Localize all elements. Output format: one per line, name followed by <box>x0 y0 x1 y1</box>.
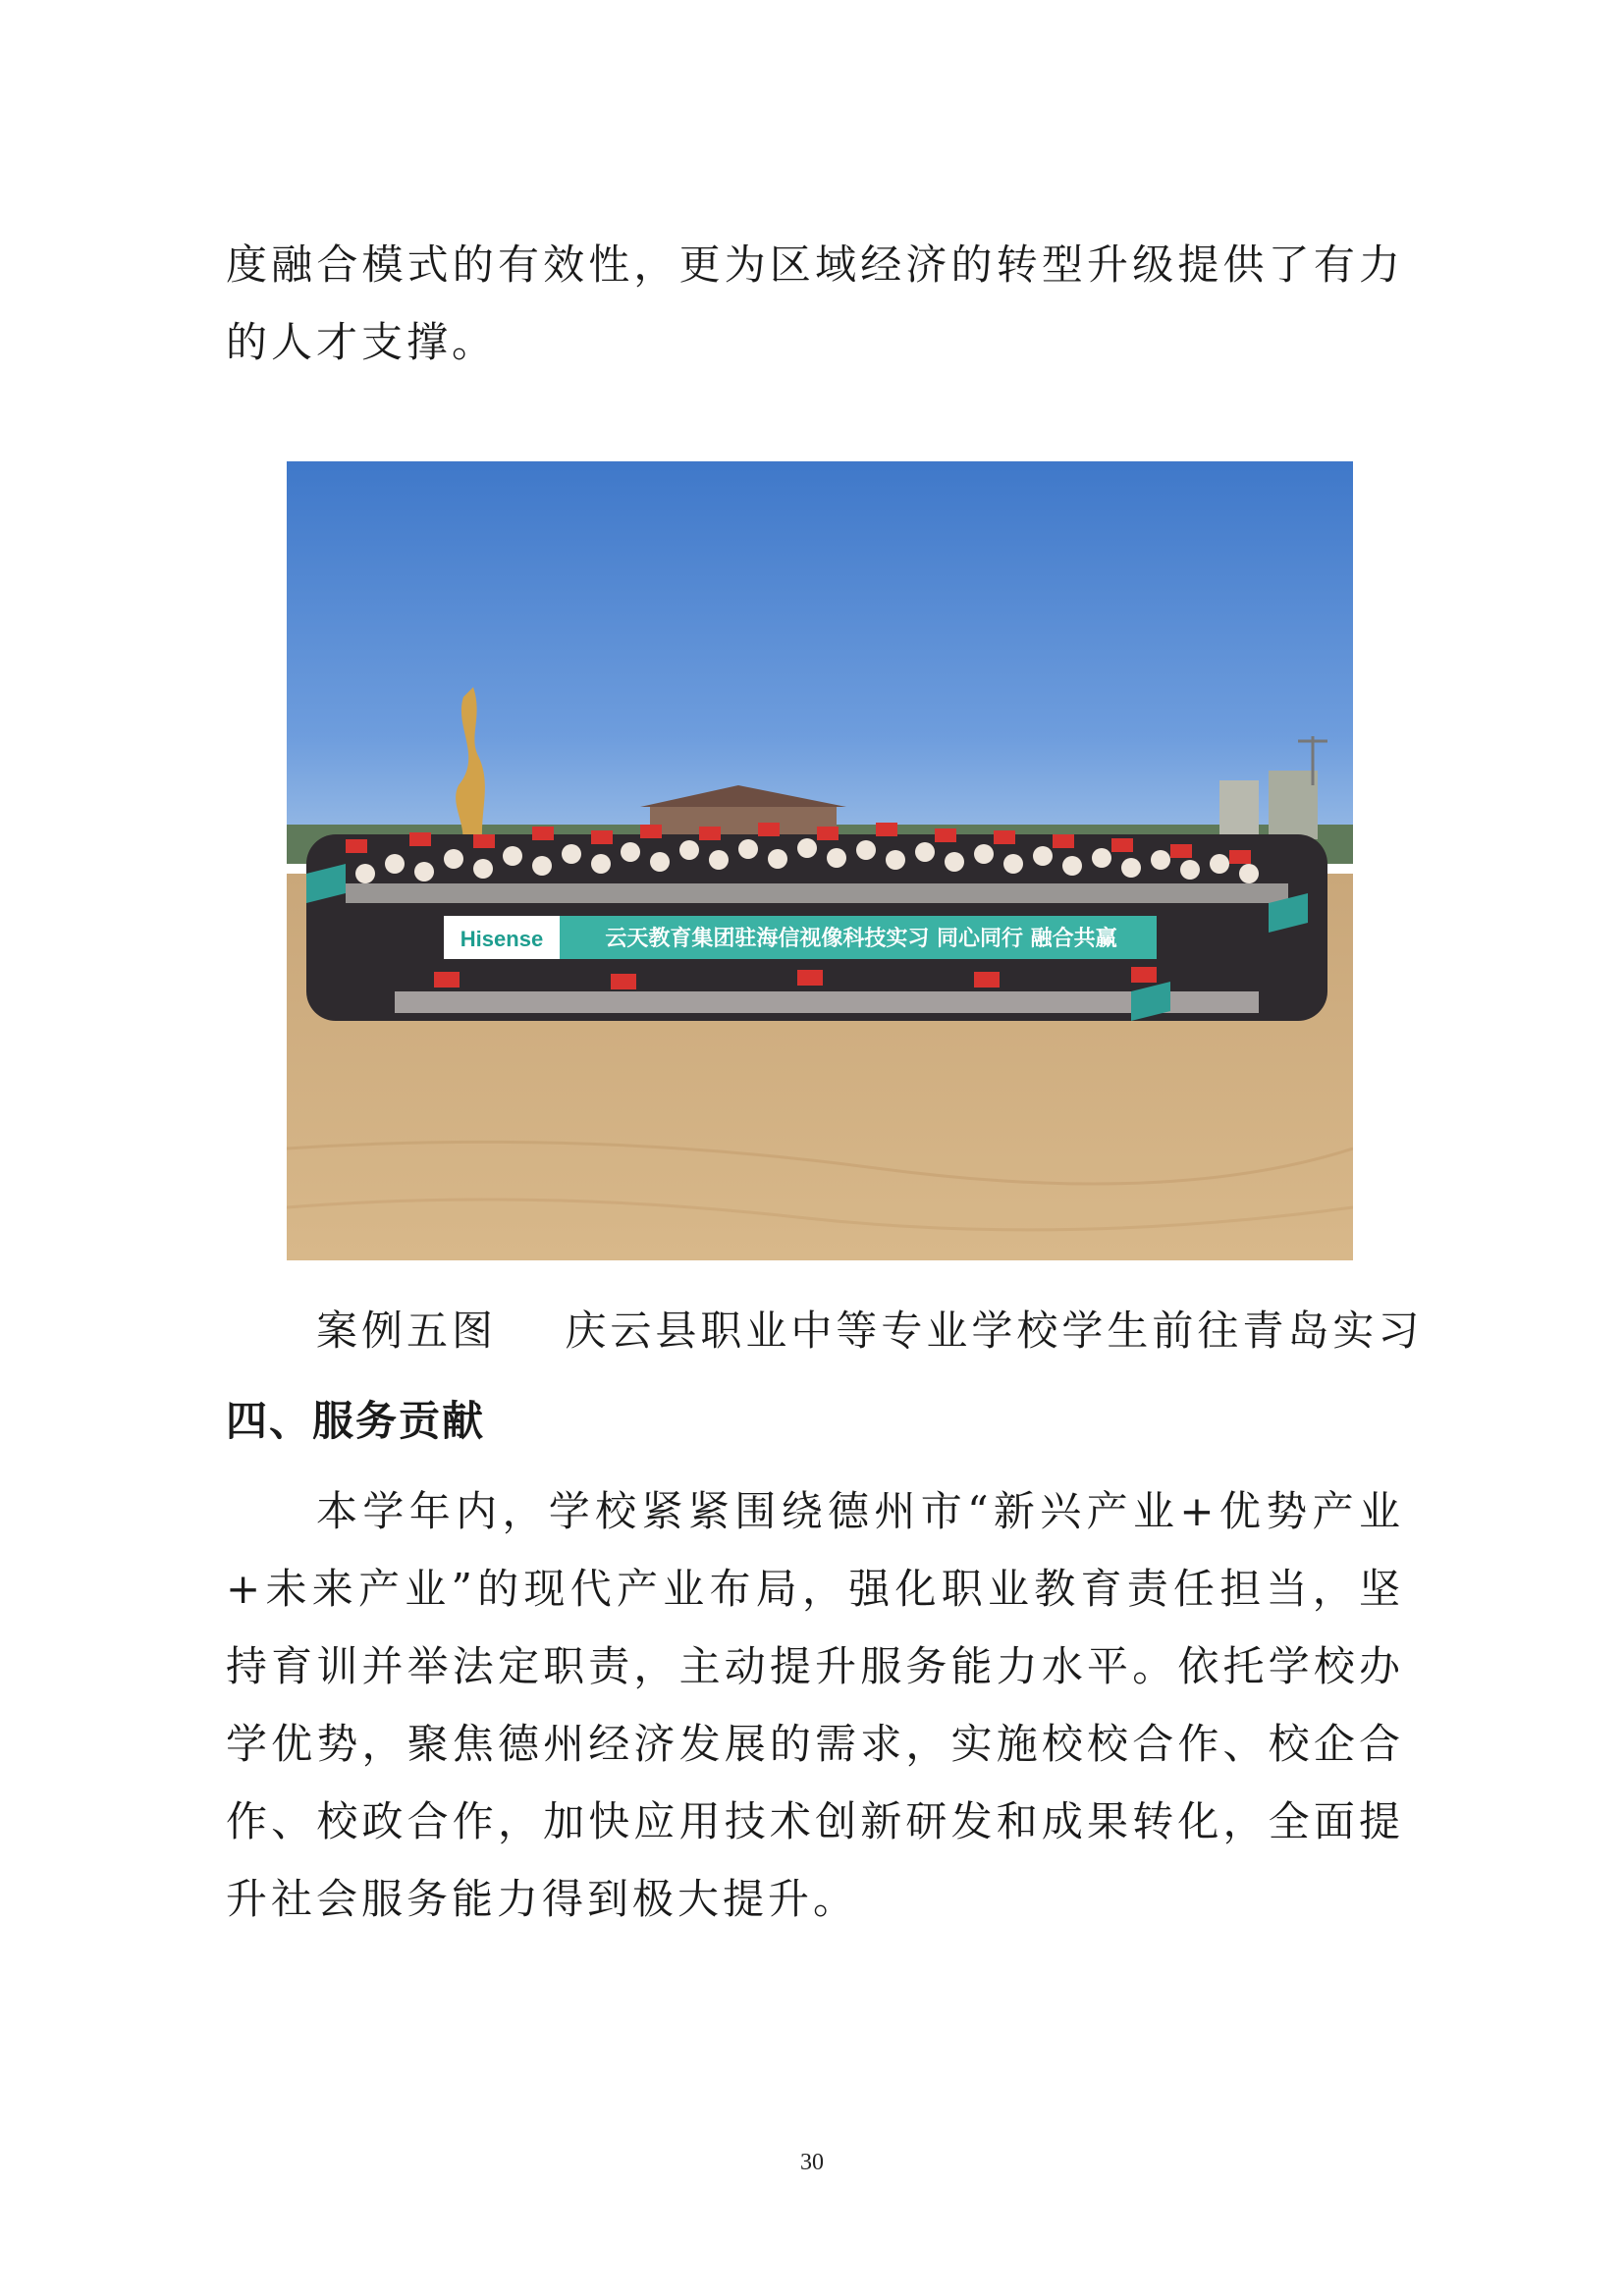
section-heading: 四、服务贡献 <box>226 1397 486 1445</box>
banner-logo: Hisense <box>460 927 544 951</box>
banner-text: 云天教育集团驻海信视像科技实习 同心同行 融合共赢 <box>605 927 1117 951</box>
body-paragraph: 本学年内，学校紧紧围绕德州市“新兴产业+优势产业+未来产业”的现代产业布局，强化职业教育责任担当，坚持育训并举法定职责，主动提升服务能力水平。依托学校办学优势，聚焦德州经济发展的需求，实施校校合作、校企合作、校政合作，加快应用技术创新研发和成果转化，全面提升社会服务能力得到极大提升。 <box>226 1487 1404 1923</box>
figure-caption: 案例五图 庆云县职业中等专业学校学生前往青岛实习 <box>316 1307 1424 1355</box>
paragraph-continued: 度融合模式的有效性，更为区域经济的转型升级提供了有力的人才支撑。 <box>226 240 1404 366</box>
group-photo <box>287 461 1353 1260</box>
page-number: 30 <box>800 2150 824 2175</box>
